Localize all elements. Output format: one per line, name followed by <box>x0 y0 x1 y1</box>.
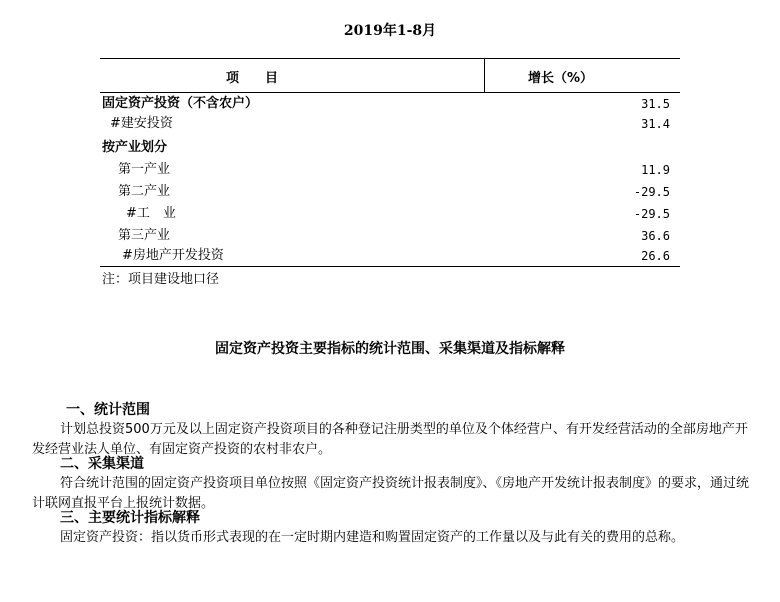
table-header-bottom-border <box>100 92 680 93</box>
column-header-item: 项 目 <box>226 71 279 86</box>
section-definitions <box>32 508 750 548</box>
table-row <box>100 94 680 114</box>
row-value: 31.5 <box>641 97 670 111</box>
section-text: 固定资产投资：指以货币形式表现的在一定时期内建造和购置固定资产的工作量以及与此有关的费用的总称。 <box>60 530 685 545</box>
row-label: 第二产业 <box>118 184 171 199</box>
table-row <box>100 138 680 158</box>
row-value: -29.5 <box>633 207 670 221</box>
row-label: 第一产业 <box>118 162 171 177</box>
section-heading: 一、统计范围 <box>66 402 150 418</box>
row-value: 26.6 <box>641 249 670 263</box>
row-label: #房地产开发投资 <box>122 248 224 263</box>
table-top-border <box>100 58 680 59</box>
section-text: 符合统计范围的固定资产投资项目单位按照《固定资产投资统计报表制度》、《房地产开发统计报表制度》的要求，通过统计联网直报平台上报统计数据。 <box>32 476 750 511</box>
column-header-growth: 增长（%） <box>528 71 594 86</box>
row-value: 36.6 <box>641 229 670 243</box>
row-value: -29.5 <box>633 185 670 199</box>
row-value: 11.9 <box>641 163 670 177</box>
section-heading: 三、主要统计指标解释 <box>60 510 200 526</box>
table-row <box>100 226 680 246</box>
section-title: 固定资产投资主要指标的统计范围、采集渠道及指标解释 <box>215 341 565 357</box>
section-channel <box>32 454 750 514</box>
table-note: 注：项目建设地口径 <box>102 272 220 287</box>
table-row <box>100 160 680 180</box>
report-period-title: 2019年1-8月 <box>343 23 437 39</box>
table-header-divider <box>484 58 485 93</box>
table-row <box>100 182 680 202</box>
section-text: 计划总投资500万元及以上固定资产投资项目的各种登记注册类型的单位及个体经营户、有开发经营活动的全部房地产开发经营业法人单位、有固定资产投资的农村非农户。 <box>32 422 748 457</box>
table-row <box>100 246 680 266</box>
row-label: 固定资产投资（不含农户） <box>102 96 259 111</box>
section-heading: 二、采集渠道 <box>60 456 144 472</box>
row-label: 按产业划分 <box>102 140 168 155</box>
section-scope <box>32 400 750 460</box>
table-row <box>100 114 680 134</box>
row-label: #工 业 <box>126 206 176 221</box>
row-value: 31.4 <box>641 117 670 131</box>
row-label: 第三产业 <box>118 228 171 243</box>
table-bottom-border <box>100 266 680 267</box>
table-row <box>100 204 680 224</box>
row-label: #建安投资 <box>110 116 173 131</box>
